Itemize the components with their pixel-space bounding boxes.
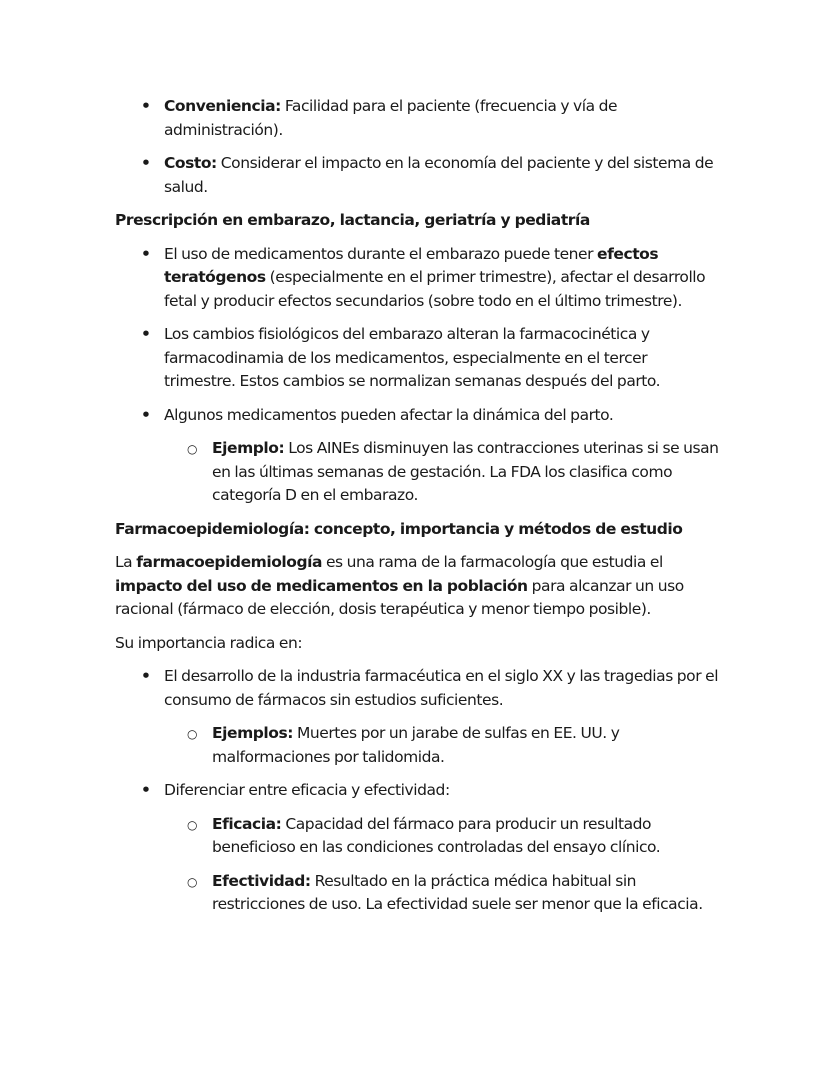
text-run: El uso de medicamentos durante el embarazo puede tener [164, 244, 598, 263]
paragraph [115, 632, 720, 656]
circle-bullet-icon: ○ [187, 442, 198, 456]
bullet-item [115, 323, 720, 394]
text-run: es una rama de la farmacología que estudia el [321, 553, 663, 571]
bold-text: Costo: [164, 154, 217, 172]
bold-text: Ejemplos: [212, 724, 293, 742]
bold-text: efectos teratógenos [164, 244, 659, 286]
section-heading [115, 518, 720, 542]
bullet-item [115, 779, 720, 803]
bullet-icon: • [141, 154, 151, 172]
sub-bullet-item [115, 870, 720, 917]
text-run: Capacidad del fármaco para producir un resultado beneficioso en las condiciones controladas del ensayo clínico. [212, 814, 661, 856]
paragraph [115, 551, 720, 622]
bullet-icon: • [141, 244, 151, 263]
text-run: Facilidad para el paciente (frecuencia y vía de administración). [164, 97, 618, 139]
text-run: para alcanzar un uso racional (fármaco de elección, dosis terapéutica y menor tiempo posible). [115, 576, 684, 618]
bold-text: impacto del uso de medicamentos en la población [115, 576, 528, 595]
bold-text: Ejemplo: [212, 439, 285, 457]
text-run: La [115, 553, 137, 571]
text-run: El desarrollo de la industria farmacéutica en el siglo XX y las tragedias por el consumo de fármacos sin estudios suficientes. [164, 667, 719, 709]
text-run: Diferenciar entre eficacia y efectividad: [164, 781, 450, 799]
bullet-item [115, 152, 720, 199]
circle-bullet-icon: ○ [187, 727, 198, 741]
text-run: Considerar el impacto en la economía del paciente y del sistema de salud. [164, 154, 714, 196]
bullet-item [115, 95, 720, 142]
bold-text: Eficacia: [212, 814, 282, 833]
sub-bullet-item [115, 813, 720, 860]
text-run: Muertes por un jarabe de sulfas en EE. UU. y malformaciones por talidomida. [212, 724, 620, 766]
document-page [115, 95, 720, 927]
bold-text: Prescripción en embarazo, lactancia, geriatría y pediatría [115, 211, 590, 229]
bullet-item [115, 665, 720, 712]
bullet-item [115, 243, 720, 314]
bullet-icon: • [141, 667, 151, 685]
section-heading [115, 209, 720, 233]
bullet-icon: • [141, 325, 151, 343]
text-run: Algunos medicamentos pueden afectar la dinámica del parto. [164, 405, 614, 424]
bold-text: farmacoepidemiología [136, 553, 322, 571]
bullet-icon: • [141, 781, 151, 799]
bullet-icon: • [141, 97, 151, 115]
bold-text: Conveniencia: [164, 97, 281, 115]
sub-bullet-item [115, 437, 720, 508]
bullet-icon: • [141, 405, 151, 424]
text-run: (especialmente en el primer trimestre), afectar el desarrollo fetal y producir efectos secundarios (sobre todo en el último trimestre). [164, 268, 706, 310]
circle-bullet-icon: ○ [187, 817, 198, 832]
bold-text: Efectividad: [212, 871, 311, 890]
bullet-item [115, 404, 720, 428]
text-run: Los cambios fisiológicos del embarazo alteran la farmacocinética y farmacodinamia de los medicamentos, especialmente en el tercer trimestre. Estos cambios se normalizan semanas después del parto. [164, 325, 661, 390]
text-run: Los AINEs disminuyen las contracciones uterinas si se usan en las últimas semanas de gestación. La FDA los clasifica como categoría D en el embarazo. [212, 439, 719, 504]
circle-bullet-icon: ○ [187, 874, 198, 889]
text-run: Resultado en la práctica médica habitual sin restricciones de uso. La efectividad suele ser menor que la eficacia. [212, 871, 703, 913]
bold-text: Farmacoepidemiología: concepto, importancia y métodos de estudio [115, 519, 683, 538]
sub-bullet-item [115, 722, 720, 769]
text-run: Su importancia radica en: [115, 633, 303, 652]
